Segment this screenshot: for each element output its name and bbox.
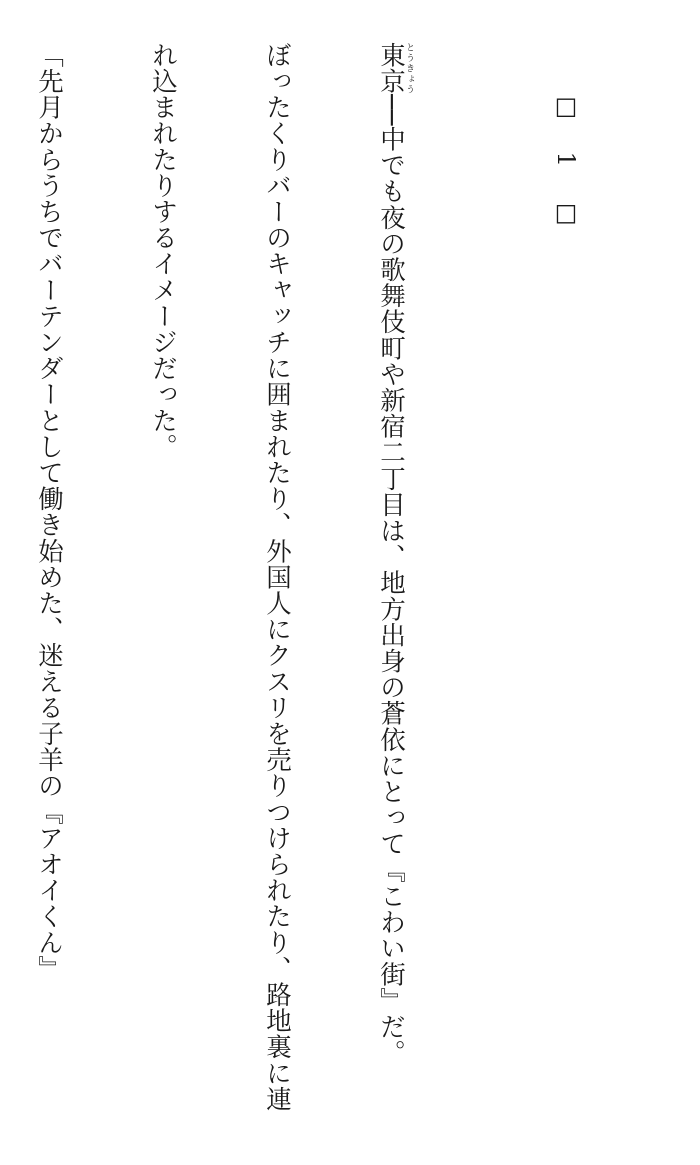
text-column-1: 東京とうきょう──中でも夜の歌舞伎町や新宿二丁目は、地方出身の蒼依にとって『こわい街』だ。 <box>376 42 414 1066</box>
chapter-heading: □ 1 □ <box>552 92 580 239</box>
body-text <box>0 42 490 1113</box>
text-column-2: ぼったくりバーのキャッチに囲まれたり、外国人にクスリを売りつけられたり、路地裏に連 <box>262 42 292 1113</box>
text-column-3: れ込まれたりするイメージだった。 <box>148 42 178 460</box>
ruby-tokyo: 東京とうきょう <box>376 42 414 95</box>
text-column-4: 「先月からうちでバーテンダーとして働き始めた、迷える子羊の『アオイくん』 <box>34 42 64 982</box>
